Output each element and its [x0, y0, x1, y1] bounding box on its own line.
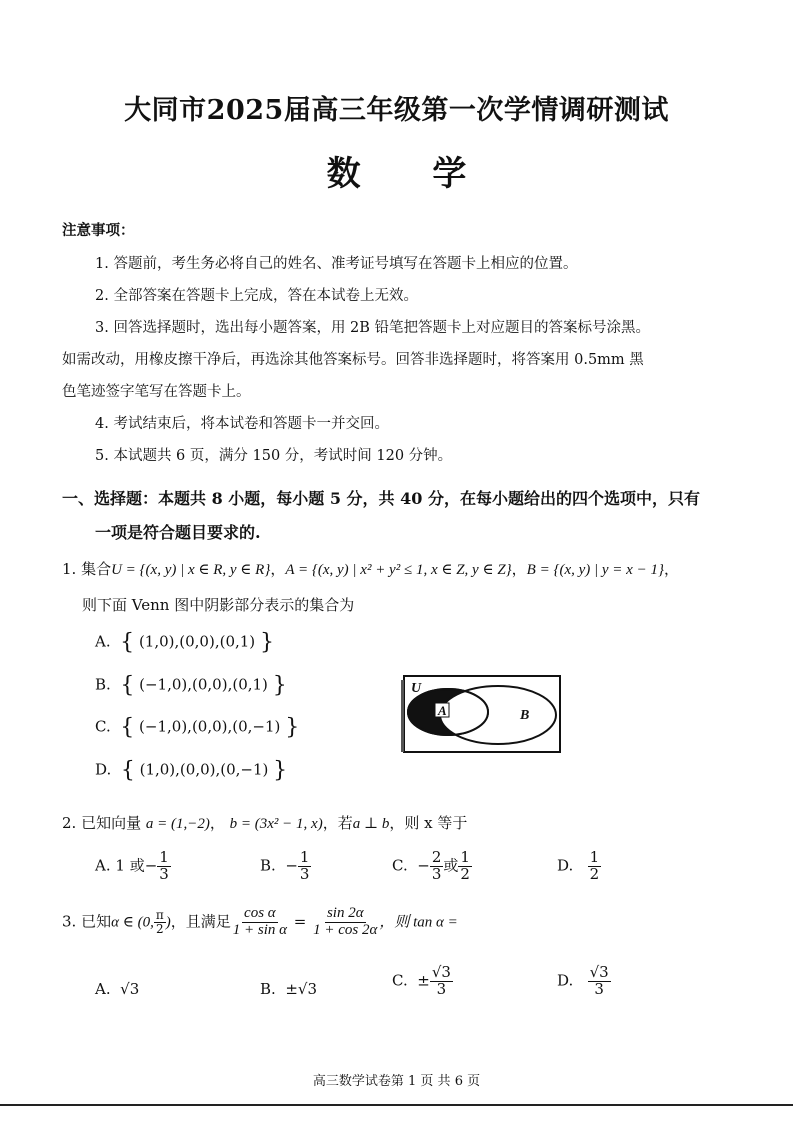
note-item: 1. 答题前，考生务必将自己的姓名、准考证号填写在答题卡上相应的位置。: [95, 256, 578, 272]
note-item: 3. 回答选择题时，选出每小题答案，用 2B 铅笔把答题卡上对应题目的答案标号涂黑。: [95, 320, 651, 336]
exam-title: 大同市2025届高三年级第一次学情调研测试: [124, 95, 669, 126]
note-item: 4. 考试结束后，将本试卷和答题卡一并交回。: [95, 416, 389, 432]
q2-option-a: A. 1 或− $\frac{1}{3}$: [95, 848, 169, 883]
q3-option-d: D. $\frac{√3}{3}$: [557, 963, 609, 998]
q2-option-c: C. − $\frac{2}{3}$ 或 $\frac{1}{2}$: [392, 848, 470, 883]
subject-title: 数 学: [326, 154, 497, 194]
q2-option-b: B. − $\frac{1}{3}$: [260, 848, 310, 883]
venn-label-a: A: [438, 703, 447, 718]
question-1-stem-cont: 则下面 Venn 图中阴影部分表示的集合为: [82, 596, 355, 614]
bottom-rule: [0, 1104, 793, 1106]
q1-option-c: C. { (−1,0),(0,0),(0,−1) }: [95, 715, 300, 740]
section-heading-cont: 一项是符合题目要求的.: [95, 523, 261, 542]
q3-option-c: C. ± $\frac{√3}{3}$: [392, 963, 451, 998]
q3-option-b: B. ±√3: [260, 980, 318, 998]
note-item: 2. 全部答案在答题卡上完成，答在本试卷上无效。: [95, 288, 418, 304]
section-heading: 一、选择题：本题共 8 小题，每小题 5 分，共 40 分，在每小题给出的四个选项中，只有: [62, 489, 700, 508]
q1-option-b: B. { (−1,0),(0,0),(0,1) }: [95, 673, 287, 698]
question-3-stem: 3. 已知α ∈ (0, $\frac{\pi}{2}$ )，且满足 $\frac{\text{cos α}}{\text{1 + sin α}}$ = $\frac{\sin 2\alpha}{1 + \cos 2\alpha}$ ，则 tan α =: [62, 905, 458, 938]
page-footer: 高三数学试卷第 1 页 共 6 页: [312, 1074, 481, 1089]
note-item: 5. 本试题共 6 页，满分 150 分，考试时间 120 分钟。: [95, 448, 453, 464]
notes-heading: 注意事项：: [62, 222, 135, 239]
question-1-stem: 1. 集合U = {(x, y) | x ∈ R, y ∈ R}，A = {(x, y) | x² + y² ≤ 1, x ∈ Z, y ∈ Z}，B = {(x, y) | y = x − 1}，: [62, 560, 679, 578]
venn-label-u: U: [411, 681, 422, 696]
note-item: 如需改动，用橡皮擦干净后，再选涂其他答案标号。回答非选择题时，将答案用 0.5mm 黑: [62, 352, 644, 368]
q2-option-d: D. $\frac{1}{2}$: [557, 848, 600, 883]
q3-option-a: A. √3: [95, 980, 140, 998]
venn-diagram: [398, 672, 564, 756]
q1-option-d: D. { (1,0),(0,0),(0,−1) }: [95, 758, 288, 783]
q1-option-a: A. { (1,0),(0,0),(0,1) }: [95, 630, 274, 655]
question-2-stem: 2. 已知向量 a = (1,−2)， b = (3x² − 1, x)，若a ⊥ b，则 x 等于: [62, 814, 468, 832]
note-item: 色笔迹签字笔写在答题卡上。: [62, 384, 251, 400]
venn-label-b: B: [520, 708, 530, 723]
